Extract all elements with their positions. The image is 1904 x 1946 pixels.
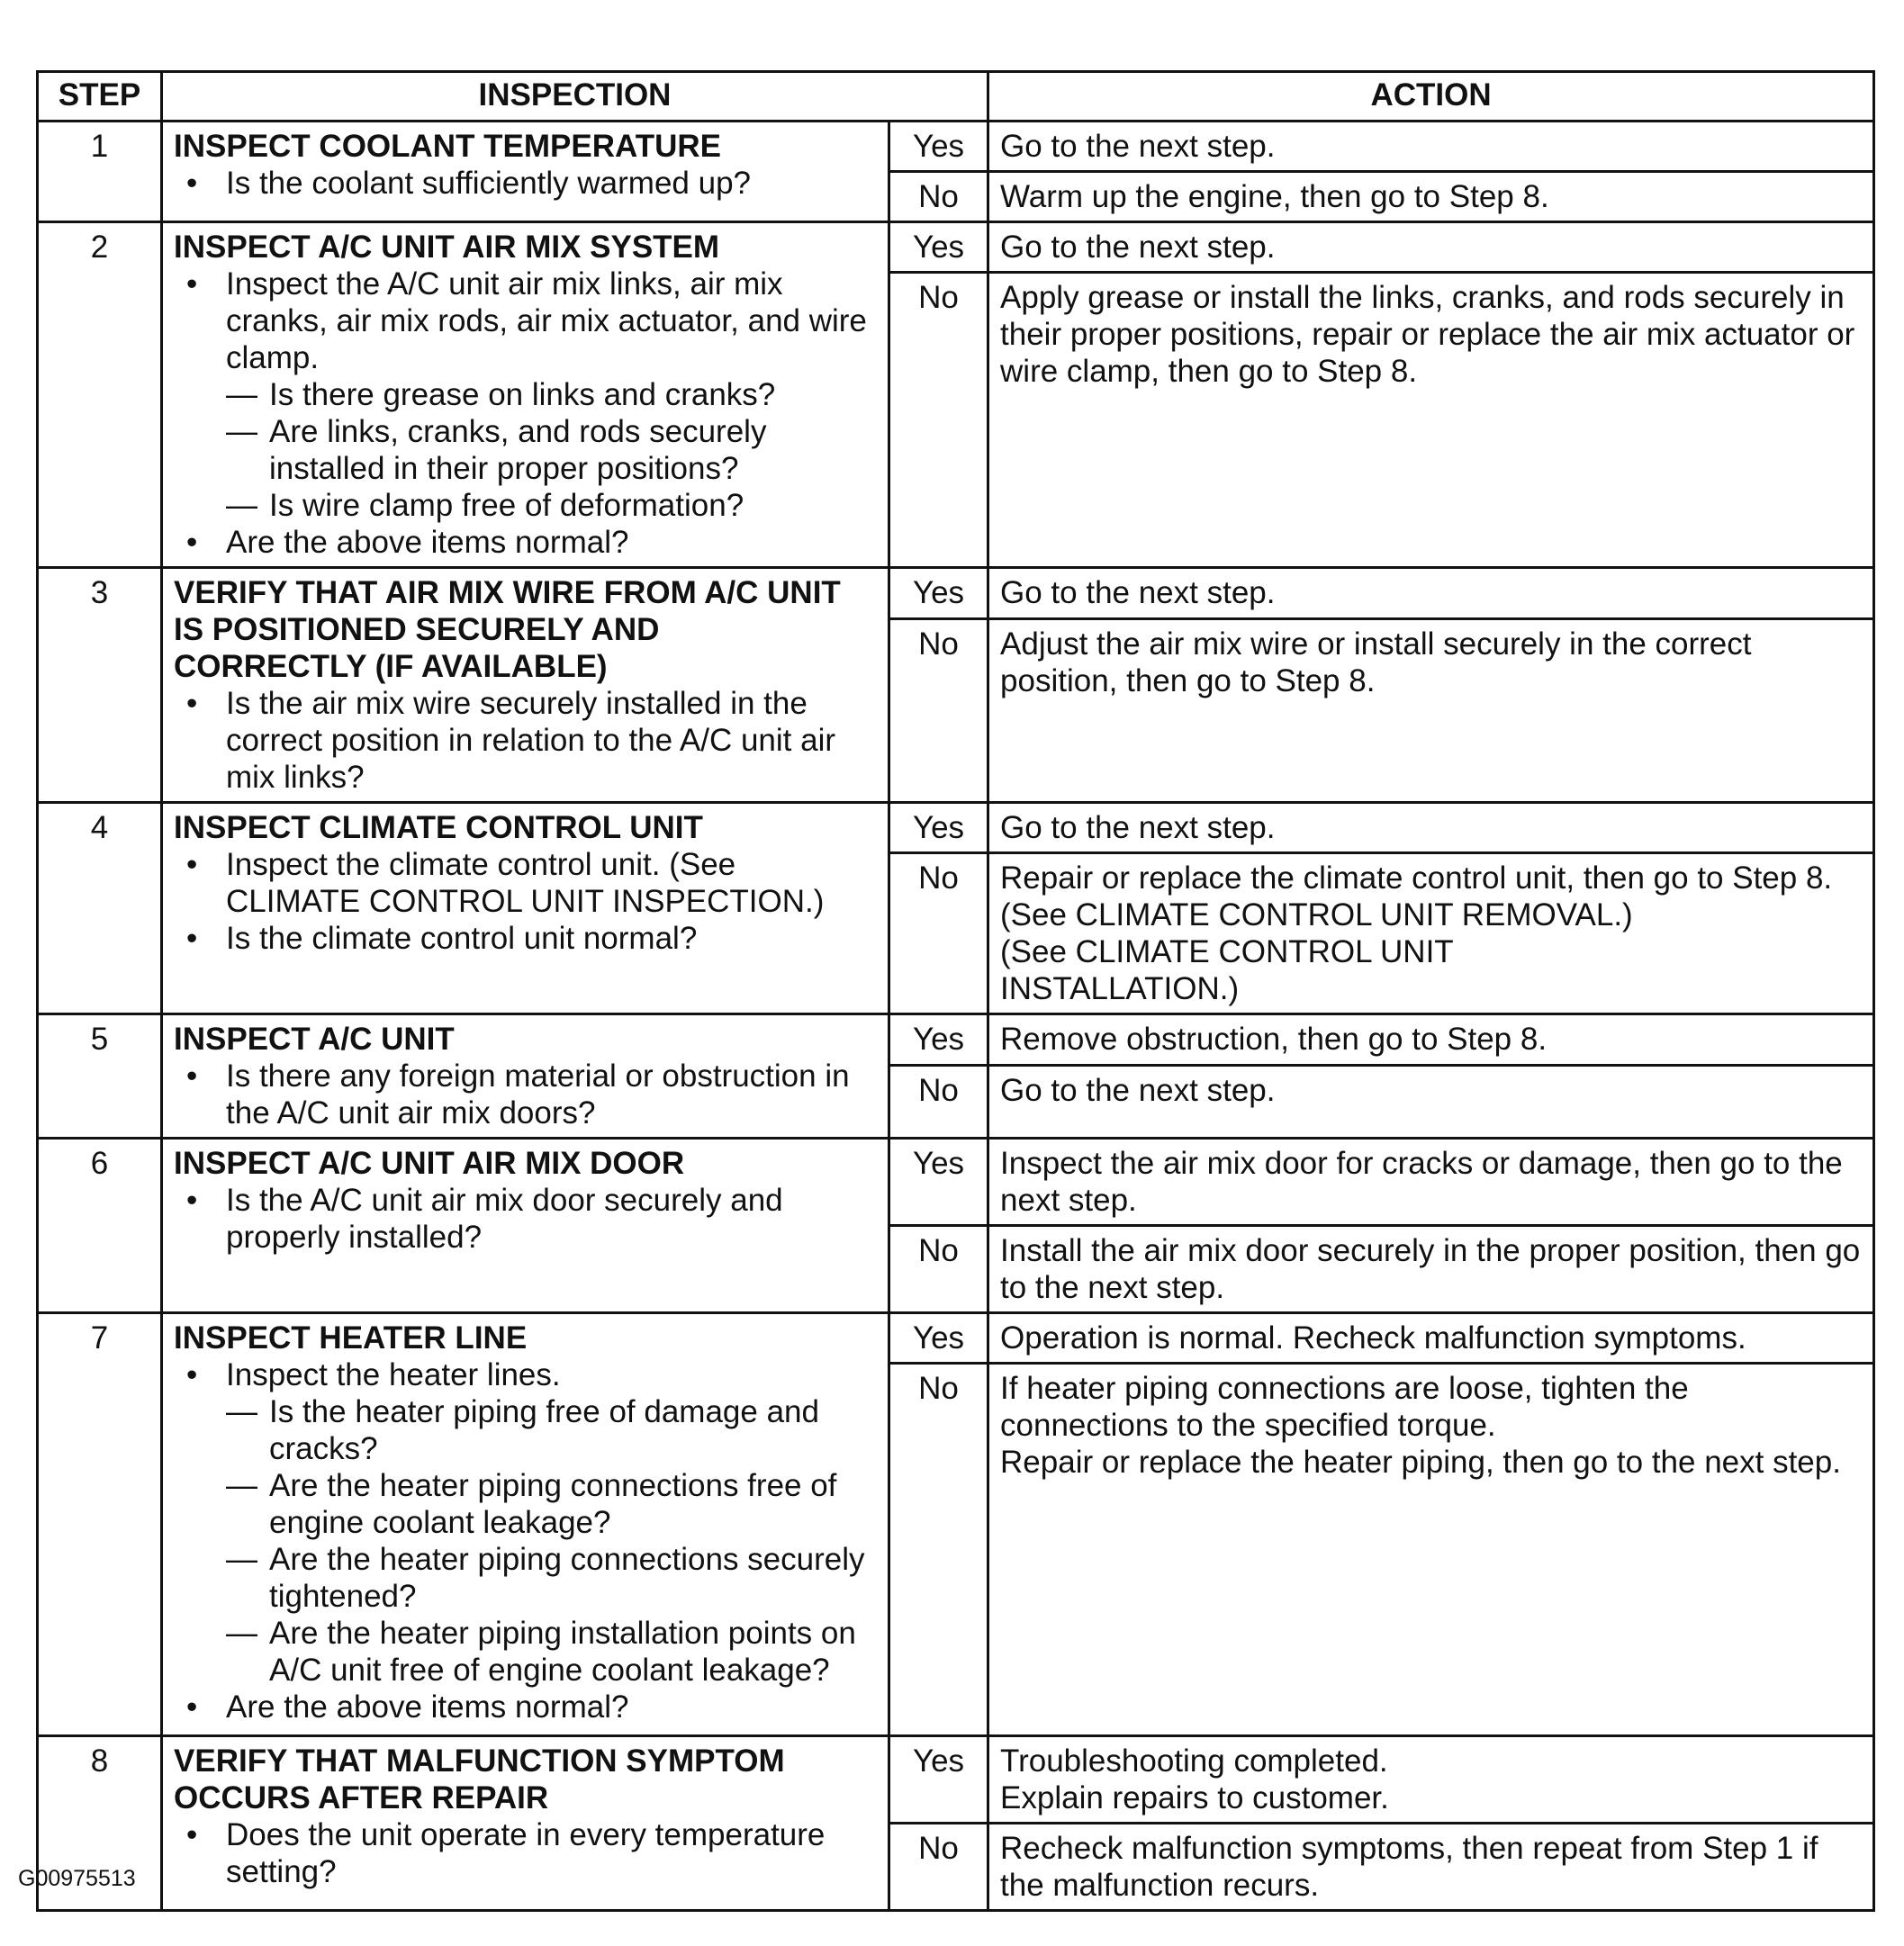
inspection-cell xyxy=(162,222,889,568)
inspection-cell xyxy=(162,1014,889,1139)
yes-action: Go to the next step. xyxy=(988,122,1874,172)
no-label: No xyxy=(889,853,988,1014)
bullet-item xyxy=(174,1356,877,1689)
table-row xyxy=(38,1139,1874,1226)
step-title: INSPECT CLIMATE CONTROL UNIT xyxy=(174,810,703,845)
yes-label: Yes xyxy=(889,1736,988,1824)
no-label: No xyxy=(889,618,988,802)
inspection-list xyxy=(174,1058,877,1131)
sub-item: — Are links, cranks, and rods securely installed in their proper positions? xyxy=(226,413,877,487)
step-title: INSPECT A/C UNIT AIR MIX SYSTEM xyxy=(174,230,720,265)
troubleshooting-table xyxy=(36,70,1875,1912)
yes-label: Yes xyxy=(889,1014,988,1066)
inspection-list xyxy=(174,165,877,202)
yes-label: Yes xyxy=(889,1139,988,1226)
sub-item: — Is the heater piping free of damage and cracks? xyxy=(226,1393,877,1467)
bullet-text: Is the coolant sufficiently warmed up? xyxy=(226,166,752,201)
no-label: No xyxy=(889,172,988,222)
no-action: Go to the next step. xyxy=(988,1065,1874,1138)
bullet-item xyxy=(174,846,877,920)
bullet-item xyxy=(174,165,877,202)
yes-label: Yes xyxy=(889,222,988,273)
no-action: If heater piping connections are loose, tighten the connections to the specified torque. Repair or replace the heater piping, then go to the next step. xyxy=(988,1364,1874,1736)
step-number: 1 xyxy=(38,122,162,222)
yes-label: Yes xyxy=(889,1313,988,1364)
sub-item: — Is there grease on links and cranks? xyxy=(226,376,877,413)
yes-action: Go to the next step. xyxy=(988,803,1874,853)
yes-action: Inspect the air mix door for cracks or damage, then go to the next step. xyxy=(988,1139,1874,1226)
no-label: No xyxy=(889,1364,988,1736)
no-action: Recheck malfunction symptoms, then repeat from Step 1 if the malfunction recurs. xyxy=(988,1824,1874,1911)
sub-item: — Are the heater piping connections securely tightened? xyxy=(226,1541,877,1615)
step-number: 5 xyxy=(38,1014,162,1139)
bullet-item xyxy=(174,524,877,561)
action-header: ACTION xyxy=(988,72,1874,122)
yes-action: Troubleshooting completed. Explain repairs to customer. xyxy=(988,1736,1874,1824)
step-title: INSPECT HEATER LINE xyxy=(174,1320,528,1356)
no-action: Repair or replace the climate control unit, then go to Step 8. (See CLIMATE CONTROL UNIT REMOVAL.) (See CLIMATE CONTROL UNIT INSTALLATION.) xyxy=(988,853,1874,1014)
no-label: No xyxy=(889,1824,988,1911)
step-number: 8 xyxy=(38,1736,162,1911)
bullet-text: Are the above items normal? xyxy=(226,1689,629,1725)
inspection-list xyxy=(174,846,877,957)
bullet-item xyxy=(174,685,877,796)
yes-action: Go to the next step. xyxy=(988,568,1874,619)
step-number: 6 xyxy=(38,1139,162,1313)
bullet-item xyxy=(174,1816,877,1890)
bullet-text: Is the air mix wire securely installed in the correct position in relation to the A/C unit air mix links? xyxy=(226,686,836,795)
inspection-cell xyxy=(162,122,889,222)
table-row xyxy=(38,1736,1874,1824)
no-action: Adjust the air mix wire or install securely in the correct position, then go to Step 8. xyxy=(988,618,1874,802)
step-title: VERIFY THAT AIR MIX WIRE FROM A/C UNIT IS POSITIONED SECURELY AND CORRECTLY (IF AVAILABLE) xyxy=(174,575,841,684)
inspection-list xyxy=(174,685,877,796)
table-row xyxy=(38,222,1874,273)
bullet-text: Does the unit operate in every temperature setting? xyxy=(226,1817,826,1889)
inspection-list xyxy=(174,1356,877,1725)
no-label: No xyxy=(889,1226,988,1313)
inspection-cell xyxy=(162,1313,889,1736)
table-row xyxy=(38,803,1874,853)
sub-list xyxy=(226,376,877,524)
step-header: STEP xyxy=(38,72,162,122)
bullet-text: Inspect the A/C unit air mix links, air mix cranks, air mix rods, air mix actuator, and wire clamp. xyxy=(226,266,867,375)
no-action: Warm up the engine, then go to Step 8. xyxy=(988,172,1874,222)
step-title: INSPECT A/C UNIT xyxy=(174,1022,455,1057)
inspection-list xyxy=(174,1182,877,1256)
yes-action: Remove obstruction, then go to Step 8. xyxy=(988,1014,1874,1066)
yes-label: Yes xyxy=(889,803,988,853)
table-row xyxy=(38,1313,1874,1364)
step-title: INSPECT A/C UNIT AIR MIX DOOR xyxy=(174,1146,685,1181)
bullet-text: Is the climate control unit normal? xyxy=(226,921,698,956)
bullet-text: Is the A/C unit air mix door securely and properly installed? xyxy=(226,1183,783,1255)
header-row xyxy=(38,72,1874,122)
step-number: 3 xyxy=(38,568,162,803)
bullet-item xyxy=(174,1058,877,1131)
inspection-header: INSPECTION xyxy=(162,72,988,122)
step-number: 7 xyxy=(38,1313,162,1736)
bullet-text: Inspect the climate control unit. (See CLIMATE CONTROL UNIT INSPECTION.) xyxy=(226,847,825,919)
no-label: No xyxy=(889,273,988,568)
inspection-list xyxy=(174,1816,877,1890)
bullet-text: Inspect the heater lines. xyxy=(226,1357,561,1392)
inspection-cell xyxy=(162,803,889,1014)
step-number: 2 xyxy=(38,222,162,568)
yes-action: Operation is normal. Recheck malfunction symptoms. xyxy=(988,1313,1874,1364)
bullet-item xyxy=(174,266,877,524)
inspection-cell xyxy=(162,1139,889,1313)
table-row xyxy=(38,568,1874,619)
table-row xyxy=(38,1014,1874,1066)
sub-item: — Is wire clamp free of deformation? xyxy=(226,487,877,524)
no-action: Apply grease or install the links, cranks, and rods securely in their proper positions, repair or replace the air mix actuator or wire clamp, then go to Step 8. xyxy=(988,273,1874,568)
bullet-text: Are the above items normal? xyxy=(226,525,629,560)
step-title: VERIFY THAT MALFUNCTION SYMPTOM OCCURS AFTER REPAIR xyxy=(174,1743,785,1815)
bullet-item xyxy=(174,1182,877,1256)
sub-item: — Are the heater piping installation points on A/C unit free of engine coolant leakage? xyxy=(226,1615,877,1689)
table-row xyxy=(38,122,1874,172)
bullet-item xyxy=(174,1689,877,1725)
step-number: 4 xyxy=(38,803,162,1014)
inspection-list xyxy=(174,266,877,561)
yes-label: Yes xyxy=(889,568,988,619)
no-label: No xyxy=(889,1065,988,1138)
bullet-text: Is there any foreign material or obstruction in the A/C unit air mix doors? xyxy=(226,1059,850,1131)
bullet-item xyxy=(174,920,877,957)
sub-list xyxy=(226,1393,877,1689)
step-title: INSPECT COOLANT TEMPERATURE xyxy=(174,129,721,164)
figure-id: G00975513 xyxy=(18,1866,136,1891)
yes-label: Yes xyxy=(889,122,988,172)
inspection-cell xyxy=(162,568,889,803)
no-action: Install the air mix door securely in the proper position, then go to the next step. xyxy=(988,1226,1874,1313)
yes-action: Go to the next step. xyxy=(988,222,1874,273)
sub-item: — Are the heater piping connections free of engine coolant leakage? xyxy=(226,1467,877,1541)
inspection-cell xyxy=(162,1736,889,1911)
